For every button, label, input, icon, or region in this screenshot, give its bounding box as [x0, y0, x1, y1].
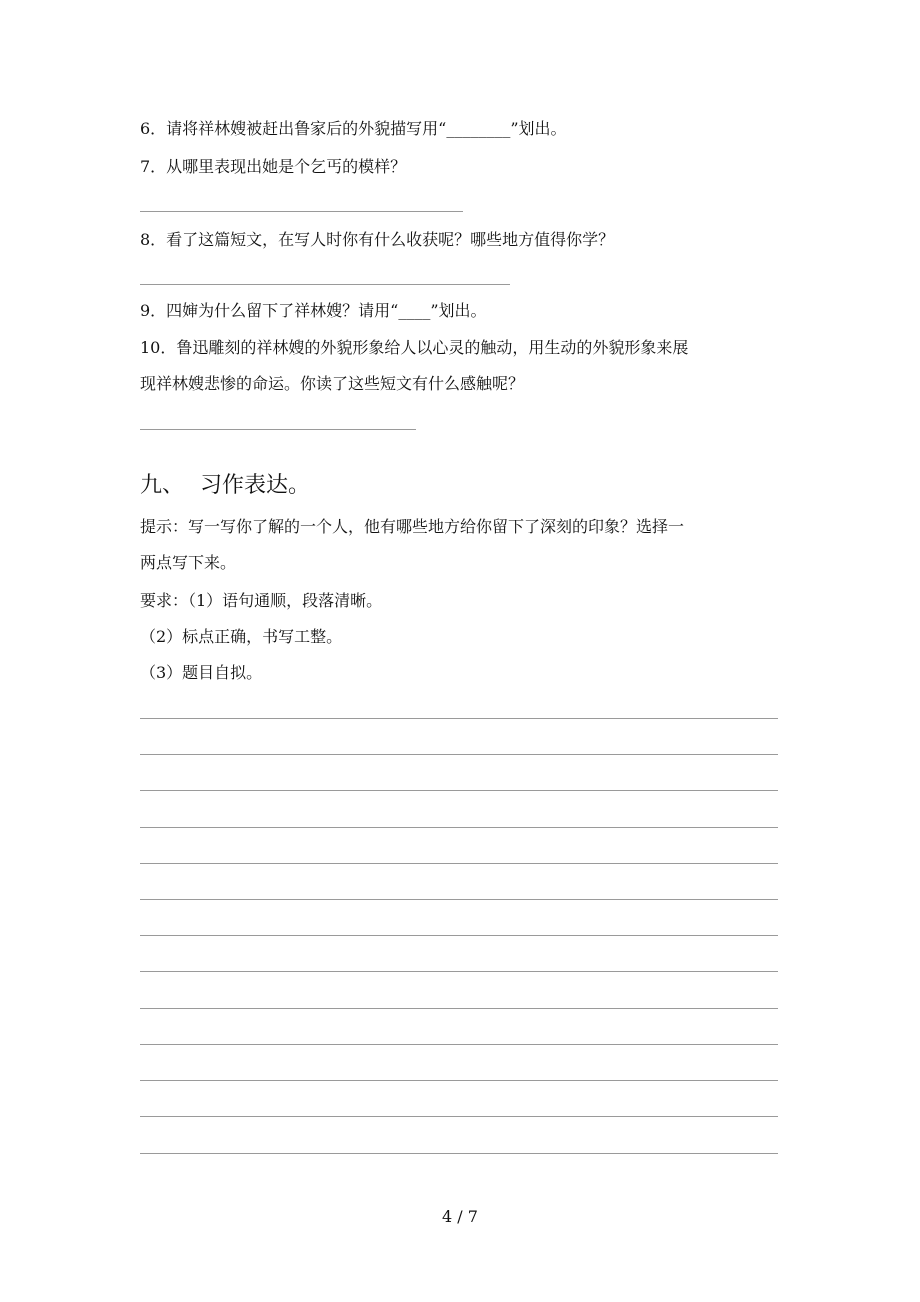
writing-line[interactable] [140, 1008, 778, 1009]
writing-line[interactable] [140, 971, 778, 972]
answer-line-q10[interactable] [140, 429, 416, 430]
requirement-1: 要求：（1）语句通顺，段落清晰。 [140, 591, 383, 610]
writing-line[interactable] [140, 754, 778, 755]
requirement-2: （2）标点正确，书写工整。 [140, 627, 343, 646]
prompt-hint-line-1: 提示：写一写你了解的一个人，他有哪些地方给你留下了深刻的印象？选择一 [140, 517, 685, 536]
writing-line[interactable] [140, 935, 778, 936]
answer-line-q7[interactable] [140, 211, 463, 212]
question-6: 6．请将祥林嫂被赶出鲁家后的外貌描写用“________”划出。 [140, 119, 567, 138]
writing-line[interactable] [140, 790, 778, 791]
writing-line[interactable] [140, 1153, 778, 1154]
writing-line[interactable] [140, 899, 778, 900]
section-9-heading [140, 472, 310, 500]
page-number: 4 / 7 [442, 1207, 478, 1226]
writing-line[interactable] [140, 827, 778, 828]
section-9-title: 习作表达。 [200, 473, 311, 498]
writing-line[interactable] [140, 863, 778, 864]
question-9: 9．四婶为什么留下了祥林嫂？请用“____”划出。 [140, 301, 487, 320]
question-7: 7．从哪里表现出她是个乞丐的模样？ [140, 157, 407, 176]
section-9-number: 九、 [140, 473, 185, 498]
requirement-3: （3）题目自拟。 [140, 663, 263, 682]
writing-line[interactable] [140, 1044, 778, 1045]
writing-line[interactable] [140, 1116, 778, 1117]
question-8: 8．看了这篇短文，在写人时你有什么收获呢？哪些地方值得你学？ [140, 230, 615, 249]
question-10-line-1: 10．鲁迅雕刻的祥林嫂的外貌形象给人以心灵的触动，用生动的外貌形象来展 [140, 338, 689, 357]
writing-line[interactable] [140, 718, 778, 719]
writing-line[interactable] [140, 1080, 778, 1081]
prompt-hint-line-2: 两点写下来。 [140, 553, 237, 572]
question-10-line-2: 现祥林嫂悲惨的命运。你读了这些短文有什么感触呢？ [140, 374, 525, 393]
answer-line-q8[interactable] [140, 284, 510, 285]
